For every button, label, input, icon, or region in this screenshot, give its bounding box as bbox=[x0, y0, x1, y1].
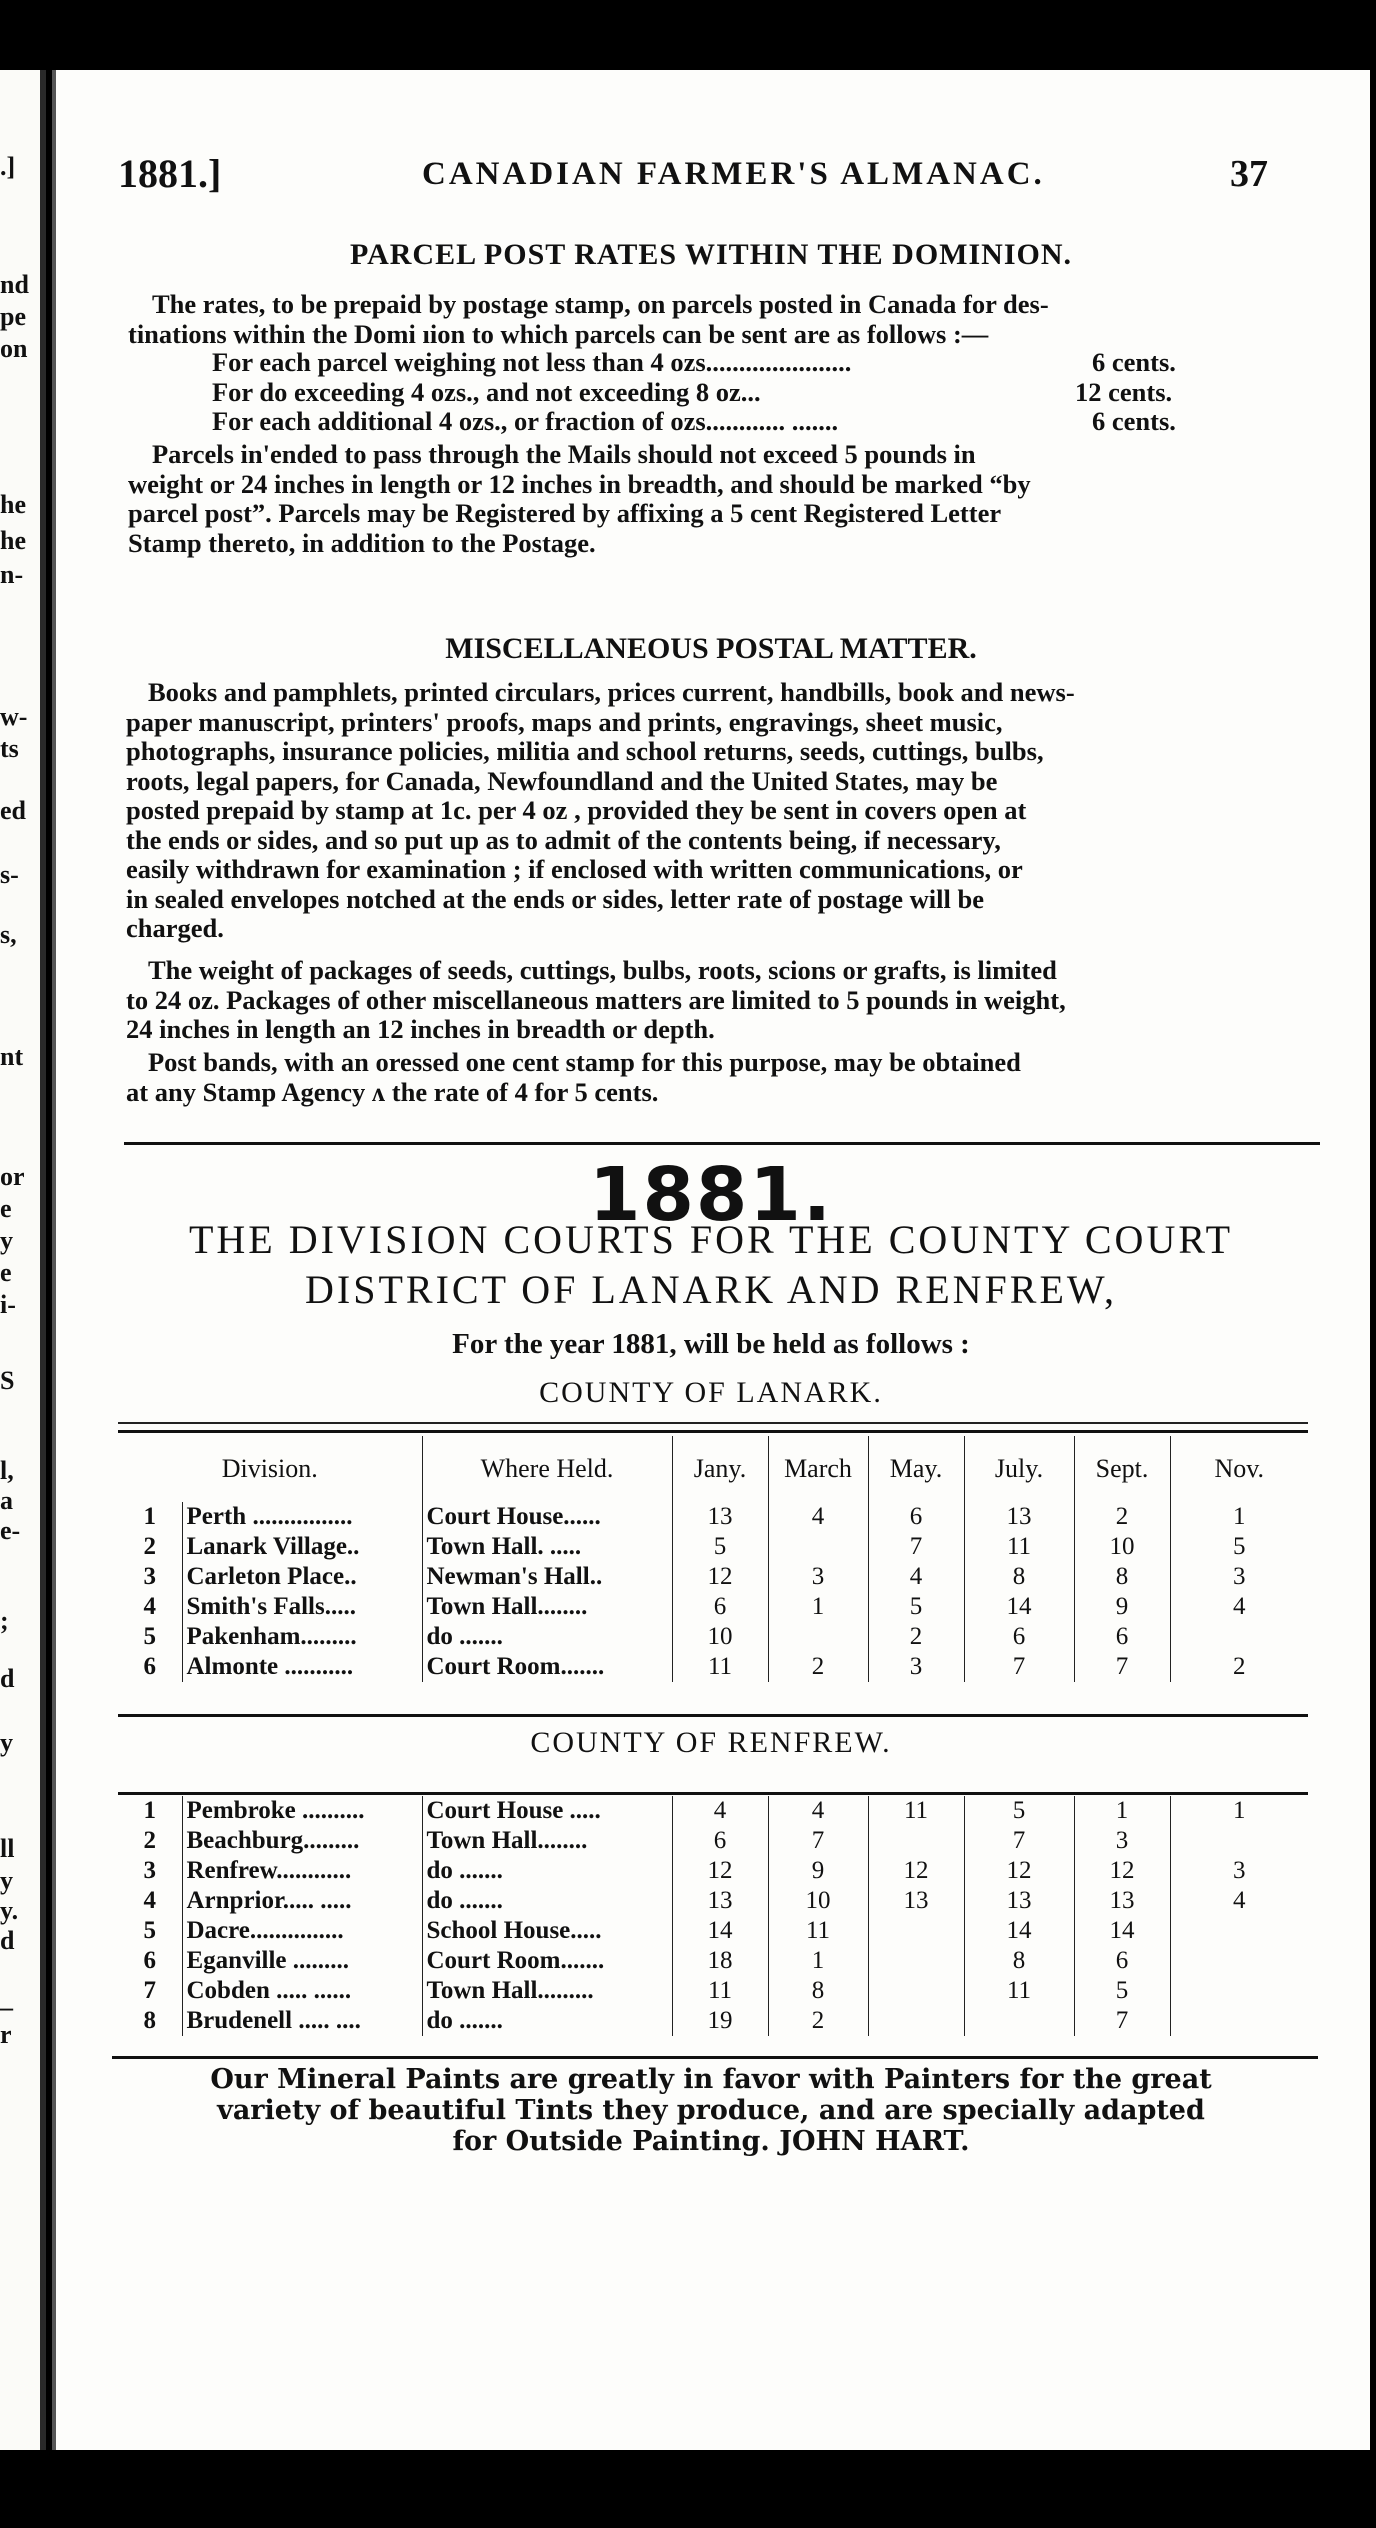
cell-where: do ....... bbox=[422, 2006, 672, 2036]
cell-no: 3 bbox=[118, 1856, 182, 1886]
cell-may: 13 bbox=[868, 1886, 964, 1916]
cell-nov: 1 bbox=[1233, 1797, 1246, 1824]
cell-name: Eganville ......... bbox=[182, 1946, 422, 1976]
cell-may: 11 bbox=[868, 1796, 964, 1826]
cell-where: Town Hall. ..... bbox=[422, 1532, 672, 1562]
cell-jul: 6 bbox=[964, 1622, 1074, 1652]
cell-where: Court House...... bbox=[422, 1502, 672, 1532]
table-row bbox=[118, 1562, 1308, 1592]
margin-fragment: y bbox=[0, 1728, 13, 1757]
table-row bbox=[118, 1976, 1308, 2006]
margin-fragment: d bbox=[0, 1926, 15, 1955]
cell-may bbox=[868, 1976, 964, 2006]
cell-sep: 9 bbox=[1074, 1592, 1170, 1622]
cell-name: Arnprior..... ..... bbox=[182, 1886, 422, 1916]
misc-postal-title: MISCELLANEOUS POSTAL MATTER. bbox=[445, 632, 977, 665]
margin-fragment: s, bbox=[0, 920, 17, 949]
renfrew-court-table bbox=[118, 1796, 1308, 2036]
cell-nov bbox=[1170, 1976, 1308, 2006]
cell-where: Newman's Hall.. bbox=[422, 1562, 672, 1592]
cell-jul: 13 bbox=[964, 1502, 1074, 1532]
advert-line: Our Mineral Paints are greatly in favor with Painters for the great bbox=[210, 2064, 1212, 2095]
cell-jan: 12 bbox=[672, 1562, 768, 1592]
mineral-paints-advert bbox=[52, 2064, 1370, 2157]
cell-name: Pakenham......... bbox=[182, 1622, 422, 1652]
margin-fragment: ts bbox=[0, 734, 19, 763]
cell-nov: 4 bbox=[1233, 1887, 1246, 1914]
cell-name: Brudenell ..... .... bbox=[182, 2006, 422, 2036]
margin-fragment: or bbox=[0, 1162, 25, 1191]
col-header-march: March bbox=[768, 1436, 868, 1502]
parcel-body-line: Parcels in'ended to pass through the Mails should not exceed 5 pounds in bbox=[152, 439, 976, 469]
advert-line: variety of beautiful Tints they produce, and are specially adapted bbox=[217, 2095, 1205, 2126]
parcel-intro-line: The rates, to be prepaid by postage stamp, on parcels posted in Canada for des- bbox=[152, 289, 1049, 319]
cell-where: Court Room....... bbox=[422, 1946, 672, 1976]
cell-jul bbox=[964, 2006, 1074, 2036]
cell-mar: 3 bbox=[768, 1562, 868, 1592]
rate-amount: 6 cents. bbox=[1092, 406, 1176, 436]
cell-name: Cobden ..... ...... bbox=[182, 1976, 422, 2006]
margin-fragment: e bbox=[0, 1194, 12, 1223]
cell-jan: 11 bbox=[672, 1976, 768, 2006]
cell-mar: 4 bbox=[768, 1502, 868, 1532]
misc-postal-para1 bbox=[126, 677, 1318, 944]
section-divider bbox=[124, 1142, 1320, 1145]
cell-jul: 7 bbox=[964, 1826, 1074, 1856]
cell-sep: 12 bbox=[1074, 1856, 1170, 1886]
header-year: 1881.] bbox=[118, 151, 222, 196]
cell-sep: 6 bbox=[1074, 1946, 1170, 1976]
margin-fragment: nd bbox=[0, 270, 29, 299]
cell-jul: 11 bbox=[964, 1976, 1074, 2006]
cell-jan: 12 bbox=[672, 1856, 768, 1886]
cell-may bbox=[868, 1826, 964, 1856]
col-header-where: Where Held. bbox=[422, 1436, 672, 1502]
col-header-sept: Sept. bbox=[1074, 1436, 1170, 1502]
misc-line: charged. bbox=[126, 913, 224, 943]
margin-fragment: r bbox=[0, 2020, 12, 2049]
cell-mar: 8 bbox=[768, 1976, 868, 2006]
misc-line: The weight of packages of seeds, cuttings, bulbs, roots, scions or grafts, is limited bbox=[148, 955, 1057, 985]
cell-sep: 7 bbox=[1074, 2006, 1170, 2036]
cell-no: 8 bbox=[118, 2006, 182, 2036]
cell-nov: 3 bbox=[1233, 1563, 1246, 1590]
misc-line: Post bands, with an oressed one cent stamp for this purpose, may be obtained bbox=[148, 1047, 1021, 1077]
table-row bbox=[118, 1916, 1308, 1946]
cell-sep: 3 bbox=[1074, 1826, 1170, 1856]
cell-where: do ....... bbox=[422, 1622, 672, 1652]
cell-where: do ....... bbox=[422, 1856, 672, 1886]
cell-nov: 3 bbox=[1233, 1857, 1246, 1884]
table-rule bbox=[118, 1422, 1308, 1424]
table-row bbox=[118, 2006, 1308, 2036]
cell-sep: 10 bbox=[1074, 1532, 1170, 1562]
cell-sep: 7 bbox=[1074, 1652, 1170, 1682]
misc-line: photographs, insurance policies, militia and school returns, seeds, cuttings, bulbs, bbox=[126, 736, 1044, 766]
cell-jul: 8 bbox=[964, 1946, 1074, 1976]
misc-line: Books and pamphlets, printed circulars, prices current, handbills, book and news- bbox=[148, 677, 1075, 707]
cell-name: Renfrew............ bbox=[182, 1856, 422, 1886]
cell-nov bbox=[1170, 1946, 1308, 1976]
misc-line: to 24 oz. Packages of other miscellaneous matters are limited to 5 pounds in weight, bbox=[126, 984, 1066, 1015]
cell-jan: 5 bbox=[672, 1532, 768, 1562]
margin-fragment: e bbox=[0, 1258, 12, 1287]
table-row bbox=[118, 1946, 1308, 1976]
rate-amount: 12 cents. bbox=[1075, 376, 1173, 407]
margin-fragment: on bbox=[0, 334, 28, 363]
cell-name: Carleton Place.. bbox=[182, 1562, 422, 1592]
cell-no: 1 bbox=[118, 1502, 182, 1532]
cell-jan: 13 bbox=[672, 1886, 768, 1916]
cell-no: 6 bbox=[118, 1652, 182, 1682]
cell-mar: 1 bbox=[768, 1946, 868, 1976]
cell-jul: 13 bbox=[964, 1886, 1074, 1916]
parcel-post-title: PARCEL POST RATES WITHIN THE DOMINION. bbox=[349, 238, 1073, 271]
cell-name: Almonte ........... bbox=[182, 1652, 422, 1682]
table-rule bbox=[118, 1430, 1308, 1433]
cell-jul: 14 bbox=[964, 1916, 1074, 1946]
margin-fragment: s- bbox=[0, 860, 19, 889]
cell-nov: 4 bbox=[1233, 1593, 1246, 1620]
margin-fragment: y bbox=[0, 1866, 13, 1895]
misc-line: roots, legal papers, for Canada, Newfoundland and the United States, may be bbox=[126, 765, 998, 796]
col-header-jan: Jany. bbox=[672, 1436, 768, 1502]
margin-fragment: e- bbox=[0, 1516, 21, 1545]
margin-fragment: ; bbox=[0, 1606, 9, 1635]
misc-postal-para2 bbox=[126, 955, 1318, 1045]
misc-line: in sealed envelopes notched at the ends or sides, letter rate of postage will be bbox=[126, 883, 984, 914]
col-header-may: May. bbox=[868, 1436, 964, 1502]
table-row bbox=[118, 1532, 1308, 1562]
cell-mar bbox=[768, 1622, 868, 1652]
rate-row bbox=[212, 407, 1252, 437]
cell-may: 4 bbox=[868, 1562, 964, 1592]
table-row bbox=[118, 1622, 1308, 1652]
courts-subtitle: For the year 1881, will be held as follows : bbox=[452, 1328, 970, 1360]
cell-jan: 6 bbox=[672, 1592, 768, 1622]
margin-fragment: y bbox=[0, 1226, 13, 1255]
cell-sep: 2 bbox=[1074, 1502, 1170, 1532]
cell-where: do ....... bbox=[422, 1886, 672, 1916]
misc-line: paper manuscript, printers' proofs, maps and prints, engravings, sheet music, bbox=[126, 706, 1003, 737]
cell-jul: 12 bbox=[964, 1856, 1074, 1886]
margin-fragment: pe bbox=[0, 302, 26, 331]
cell-jan: 10 bbox=[672, 1622, 768, 1652]
rate-text: For each additional 4 ozs., or fraction of ozs............ ....... bbox=[212, 406, 839, 436]
cell-jul: 5 bbox=[964, 1796, 1074, 1826]
cell-name: Perth ................ bbox=[182, 1502, 422, 1532]
rate-amount: 6 cents. bbox=[1092, 347, 1176, 377]
cell-mar: 11 bbox=[768, 1916, 868, 1946]
almanac-page bbox=[52, 70, 1370, 2450]
adjacent-page-edge bbox=[40, 70, 46, 2450]
margin-fragment: n- bbox=[0, 560, 24, 589]
cell-no: 4 bbox=[118, 1886, 182, 1916]
margin-fragment: he bbox=[0, 526, 26, 555]
cell-nov bbox=[1170, 1826, 1308, 1856]
cell-may bbox=[868, 1916, 964, 1946]
cell-sep: 14 bbox=[1074, 1916, 1170, 1946]
cell-sep: 8 bbox=[1074, 1562, 1170, 1592]
cell-jan: 11 bbox=[672, 1652, 768, 1682]
margin-fragment: _ bbox=[0, 1984, 13, 2013]
cell-may: 6 bbox=[868, 1502, 964, 1532]
misc-line: 24 inches in length an 12 inches in breadth or depth. bbox=[126, 1014, 715, 1044]
lanark-court-table bbox=[118, 1436, 1308, 1682]
cell-nov bbox=[1170, 1622, 1308, 1652]
cell-sep: 1 bbox=[1074, 1796, 1170, 1826]
misc-line: posted prepaid by stamp at 1c. per 4 oz , provided they be sent in covers open at bbox=[126, 795, 1027, 825]
misc-line: easily withdrawn for examination ; if enclosed with written communications, or bbox=[126, 854, 1023, 884]
cell-where: Town Hall......... bbox=[422, 1976, 672, 2006]
cell-nov bbox=[1170, 1916, 1308, 1946]
margin-fragment: ll bbox=[0, 1834, 15, 1863]
parcel-rates bbox=[212, 348, 1252, 437]
adjacent-page-strip bbox=[0, 70, 46, 2450]
advert-line: for Outside Painting. JOHN HART. bbox=[452, 2126, 970, 2157]
table-row bbox=[118, 1652, 1308, 1682]
margin-fragment: y. bbox=[0, 1896, 19, 1925]
cell-may: 3 bbox=[868, 1652, 964, 1682]
cell-jan: 19 bbox=[672, 2006, 768, 2036]
table-row bbox=[118, 1856, 1308, 1886]
margin-fragment: l, bbox=[0, 1456, 14, 1485]
cell-no: 5 bbox=[118, 1622, 182, 1652]
parcel-post-intro bbox=[128, 289, 1317, 349]
cell-nov: 5 bbox=[1233, 1533, 1246, 1560]
margin-fragment: he bbox=[0, 490, 26, 519]
margin-fragment: a bbox=[0, 1486, 13, 1515]
margin-fragment: nt bbox=[0, 1042, 24, 1071]
cell-mar: 9 bbox=[768, 1856, 868, 1886]
cell-may: 2 bbox=[868, 1622, 964, 1652]
rate-text: For do exceeding 4 ozs., and not exceeding 8 oz... bbox=[212, 376, 761, 407]
page-number: 37 bbox=[1230, 153, 1268, 195]
table-rule bbox=[112, 2056, 1318, 2059]
cell-where: Town Hall........ bbox=[422, 1826, 672, 1856]
cell-mar bbox=[768, 1532, 868, 1562]
table-rule bbox=[118, 1792, 1308, 1795]
cell-where: Court House ..... bbox=[422, 1796, 672, 1826]
cell-may bbox=[868, 2006, 964, 2036]
cell-mar: 1 bbox=[768, 1592, 868, 1622]
cell-nov: 1 bbox=[1233, 1503, 1246, 1530]
table-row bbox=[118, 1826, 1308, 1856]
lanark-heading: COUNTY OF LANARK. bbox=[539, 1376, 883, 1409]
cell-jan: 18 bbox=[672, 1946, 768, 1976]
table-row bbox=[118, 1796, 1308, 1826]
cell-no: 4 bbox=[118, 1592, 182, 1622]
margin-fragment: ed bbox=[0, 796, 26, 825]
parcel-body-line: weight or 24 inches in length or 12 inches in breadth, and should be marked “by bbox=[128, 468, 1031, 499]
cell-mar: 4 bbox=[768, 1796, 868, 1826]
cell-jul: 11 bbox=[964, 1532, 1074, 1562]
rate-row bbox=[212, 378, 1252, 408]
cell-mar: 10 bbox=[768, 1886, 868, 1916]
cell-where: School House..... bbox=[422, 1916, 672, 1946]
cell-may bbox=[868, 1946, 964, 1976]
cell-jan: 14 bbox=[672, 1916, 768, 1946]
cell-no: 6 bbox=[118, 1946, 182, 1976]
margin-fragment: i- bbox=[0, 1290, 16, 1319]
cell-name: Lanark Village.. bbox=[182, 1532, 422, 1562]
cell-where: Court Room....... bbox=[422, 1652, 672, 1682]
margin-fragment: d bbox=[0, 1664, 15, 1693]
cell-jul: 14 bbox=[964, 1592, 1074, 1622]
col-header-july: July. bbox=[964, 1436, 1074, 1502]
table-row bbox=[118, 1502, 1308, 1532]
parcel-intro-line: tinations within the Domi ıion to which parcels can be sent are as follows :— bbox=[128, 318, 989, 349]
cell-jan: 6 bbox=[672, 1826, 768, 1856]
cell-sep: 13 bbox=[1074, 1886, 1170, 1916]
misc-postal-para3 bbox=[126, 1047, 1318, 1107]
rate-text: For each parcel weighing not less than 4 ozs...................... bbox=[212, 347, 852, 377]
table-rule bbox=[118, 1714, 1308, 1717]
margin-fragment: .] bbox=[0, 152, 16, 181]
col-header-division: Division. bbox=[118, 1436, 422, 1502]
parcel-post-body bbox=[128, 439, 1317, 558]
cell-mar: 2 bbox=[768, 2006, 868, 2036]
cell-no: 7 bbox=[118, 1976, 182, 2006]
courts-title-line2: DISTRICT OF LANARK AND RENFREW, bbox=[305, 1267, 1117, 1312]
misc-line: at any Stamp Agency ʌ the rate of 4 for 5 cents. bbox=[126, 1076, 659, 1107]
cell-no: 2 bbox=[118, 1826, 182, 1856]
cell-mar: 7 bbox=[768, 1826, 868, 1856]
cell-may: 7 bbox=[868, 1532, 964, 1562]
courts-title-line1: THE DIVISION COURTS FOR THE COUNTY COURT bbox=[188, 1217, 1234, 1262]
cell-jan: 13 bbox=[672, 1502, 768, 1532]
cell-jan: 4 bbox=[672, 1796, 768, 1826]
cell-nov bbox=[1170, 2006, 1308, 2036]
cell-jul: 8 bbox=[964, 1562, 1074, 1592]
margin-fragment: S bbox=[0, 1366, 15, 1395]
parcel-body-line: parcel post”. Parcels may be Registered by affixing a 5 cent Registered Letter bbox=[128, 498, 1002, 528]
table-row bbox=[118, 1886, 1308, 1916]
cell-sep: 5 bbox=[1074, 1976, 1170, 2006]
cell-no: 3 bbox=[118, 1562, 182, 1592]
cell-name: Beachburg......... bbox=[182, 1826, 422, 1856]
misc-line: the ends or sides, and so put up as to admit of the contents being, if necessary, bbox=[126, 824, 1001, 855]
cell-no: 1 bbox=[118, 1796, 182, 1826]
col-header-nov: Nov. bbox=[1214, 1454, 1265, 1483]
cell-name: Smith's Falls..... bbox=[182, 1592, 422, 1622]
cell-where: Town Hall........ bbox=[422, 1592, 672, 1622]
cell-sep: 6 bbox=[1074, 1622, 1170, 1652]
cell-may: 5 bbox=[868, 1592, 964, 1622]
table-row bbox=[118, 1592, 1308, 1622]
cell-no: 2 bbox=[118, 1532, 182, 1562]
parcel-body-line: Stamp thereto, in addition to the Postage. bbox=[128, 527, 596, 558]
cell-mar: 2 bbox=[768, 1652, 868, 1682]
cell-may: 12 bbox=[868, 1856, 964, 1886]
table-header-row bbox=[118, 1436, 1308, 1502]
cell-nov: 2 bbox=[1233, 1653, 1246, 1680]
margin-fragment: w- bbox=[0, 702, 28, 731]
cell-name: Pembroke .......... bbox=[182, 1796, 422, 1826]
header-title: CANADIAN FARMER'S ALMANAC. bbox=[422, 156, 1045, 192]
renfrew-heading: COUNTY OF RENFREW. bbox=[530, 1726, 892, 1759]
year-banner: 1881. bbox=[588, 1152, 834, 1238]
cell-jul: 7 bbox=[964, 1652, 1074, 1682]
cell-name: Dacre............... bbox=[182, 1916, 422, 1946]
rate-row bbox=[212, 348, 1252, 378]
cell-no: 5 bbox=[118, 1916, 182, 1946]
